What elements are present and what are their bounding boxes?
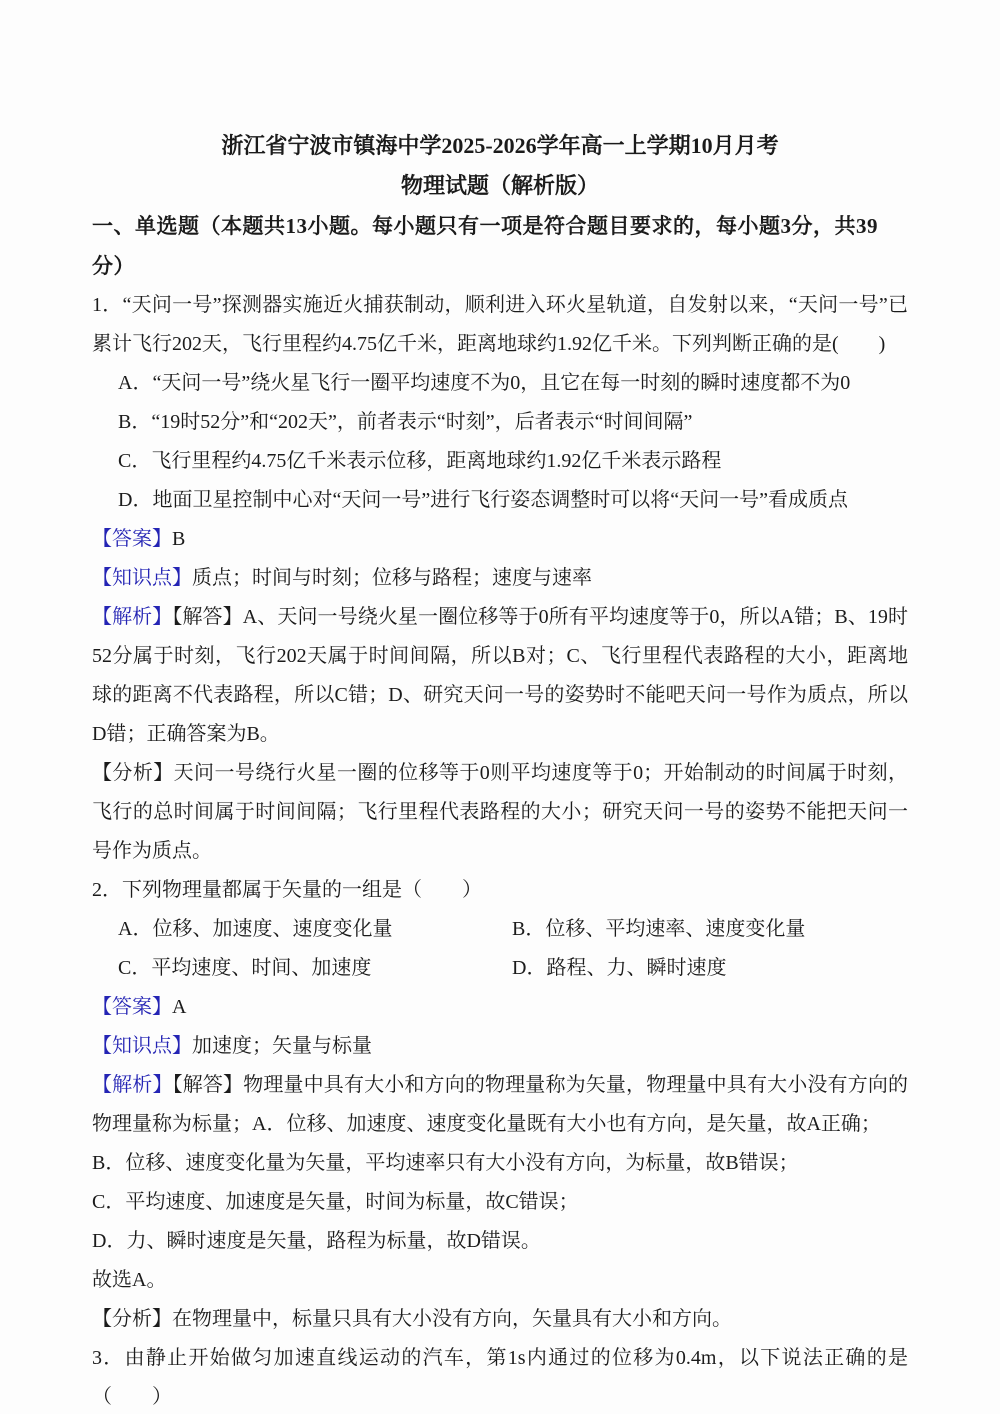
question-2-knowledge-row <box>92 1027 908 1066</box>
question-1-analysis: 【分析】天问一号绕行火星一圈的位移等于0则平均速度等于0；开始制动的时间属于时刻，飞行的总时间属于时间间隔；飞行里程代表路程的大小；研究天问一号的姿势不能把天问一号作为质点。 <box>92 762 908 862</box>
question-3-stem: 3．由静止开始做匀加速直线运动的汽车，第1s内通过的位移为0.4m，以下说法正确的是（ ） <box>92 1347 908 1408</box>
question-2-option-a: A．位移、加速度、速度变化量 <box>118 918 393 940</box>
question-1-options <box>92 364 908 520</box>
question-2-analysis: 【分析】在物理量中，标量只具有大小没有方向，矢量具有大小和方向。 <box>92 1308 732 1330</box>
knowledge-value: 质点；时间与时刻；位移与路程；速度与速率 <box>192 567 592 589</box>
question-2-explanation-conclusion: 故选A。 <box>92 1269 167 1291</box>
explanation-tag: 【解析】 <box>92 1074 173 1096</box>
question-2-option-d: D．路程、力、瞬时速度 <box>512 957 727 979</box>
question-1-option-d: D．地面卫星控制中心对“天问一号”进行飞行姿态调整时可以将“天问一号”看成质点 <box>118 489 848 511</box>
question-2-explanation-line-b: B．位移、速度变化量为矢量，平均速率只有大小没有方向，为标量，故B错误； <box>92 1152 799 1174</box>
document-subtitle: 物理试题（解析版） <box>400 173 599 198</box>
explanation-text: 【解答】A、天问一号绕火星一圈位移等于0所有平均速度等于0，所以A错；B、19时52分属于时刻，飞行202天属于时间间隔，所以B对；C、飞行里程代表路程的大小，距离地球的距离不代表路程，所以C错；D、研究天问一号的姿势时不能吧天问一号作为质点，所以D错；正确答案为B。 <box>92 606 908 745</box>
answer-tag: 【答案】 <box>92 528 172 550</box>
question-2-explanation <box>92 1066 908 1144</box>
question-1-answer-row <box>92 520 908 559</box>
knowledge-value: 加速度；矢量与标量 <box>192 1035 372 1057</box>
question-2 <box>92 871 908 1339</box>
question-1-knowledge-row <box>92 559 908 598</box>
question-1-option-b: B．“19时52分”和“202天”，前者表示“时刻”，后者表示“时间间隔” <box>118 411 693 433</box>
question-2-explanation-line-c: C．平均速度、加速度是矢量，时间为标量，故C错误； <box>92 1191 579 1213</box>
document-title: 浙江省宁波市镇海中学2025-2026学年高一上学期10月月考 <box>221 133 779 158</box>
question-2-stem: 2．下列物理量都属于矢量的一组是（ ） <box>92 879 482 901</box>
explanation-text: 【解答】物理量中具有大小和方向的物理量称为矢量，物理量中具有大小没有方向的物理量称为标量；A．位移、加速度、速度变化量既有大小也有方向，是矢量，故A正确； <box>92 1074 909 1135</box>
question-2-option-b: B．位移、平均速率、速度变化量 <box>512 918 806 940</box>
question-1-stem: 1．“天问一号”探测器实施近火捕获制动，顺利进入环火星轨道，自发射以来，“天问一号”已累计飞行202天，飞行里程约4.75亿千米，距离地球约1.92亿千米。下列判断正确的是( ) <box>92 294 908 355</box>
knowledge-tag: 【知识点】 <box>92 567 192 589</box>
answer-value: A <box>172 996 187 1018</box>
question-2-options <box>92 910 908 988</box>
section-heading: 一、单选题（本题共13小题。每小题只有一项是符合题目要求的，每小题3分，共39分） <box>92 214 878 278</box>
knowledge-tag: 【知识点】 <box>92 1035 192 1057</box>
question-1 <box>92 286 908 871</box>
answer-value: B <box>172 528 186 550</box>
question-2-option-c: C．平均速度、时间、加速度 <box>118 957 372 979</box>
question-1-option-a: A．“天问一号”绕火星飞行一圈平均速度不为0，且它在每一时刻的瞬时速度都不为0 <box>118 372 851 394</box>
question-1-option-c: C．飞行里程约4.75亿千米表示位移，距离地球约1.92亿千米表示路程 <box>118 450 722 472</box>
question-2-answer-row <box>92 988 908 1027</box>
question-2-explanation-line-d: D．力、瞬时速度是矢量，路程为标量，故D错误。 <box>92 1230 541 1252</box>
explanation-tag: 【解析】 <box>92 606 173 628</box>
question-3 <box>92 1339 908 1414</box>
answer-tag: 【答案】 <box>92 996 172 1018</box>
question-1-explanation <box>92 598 908 754</box>
